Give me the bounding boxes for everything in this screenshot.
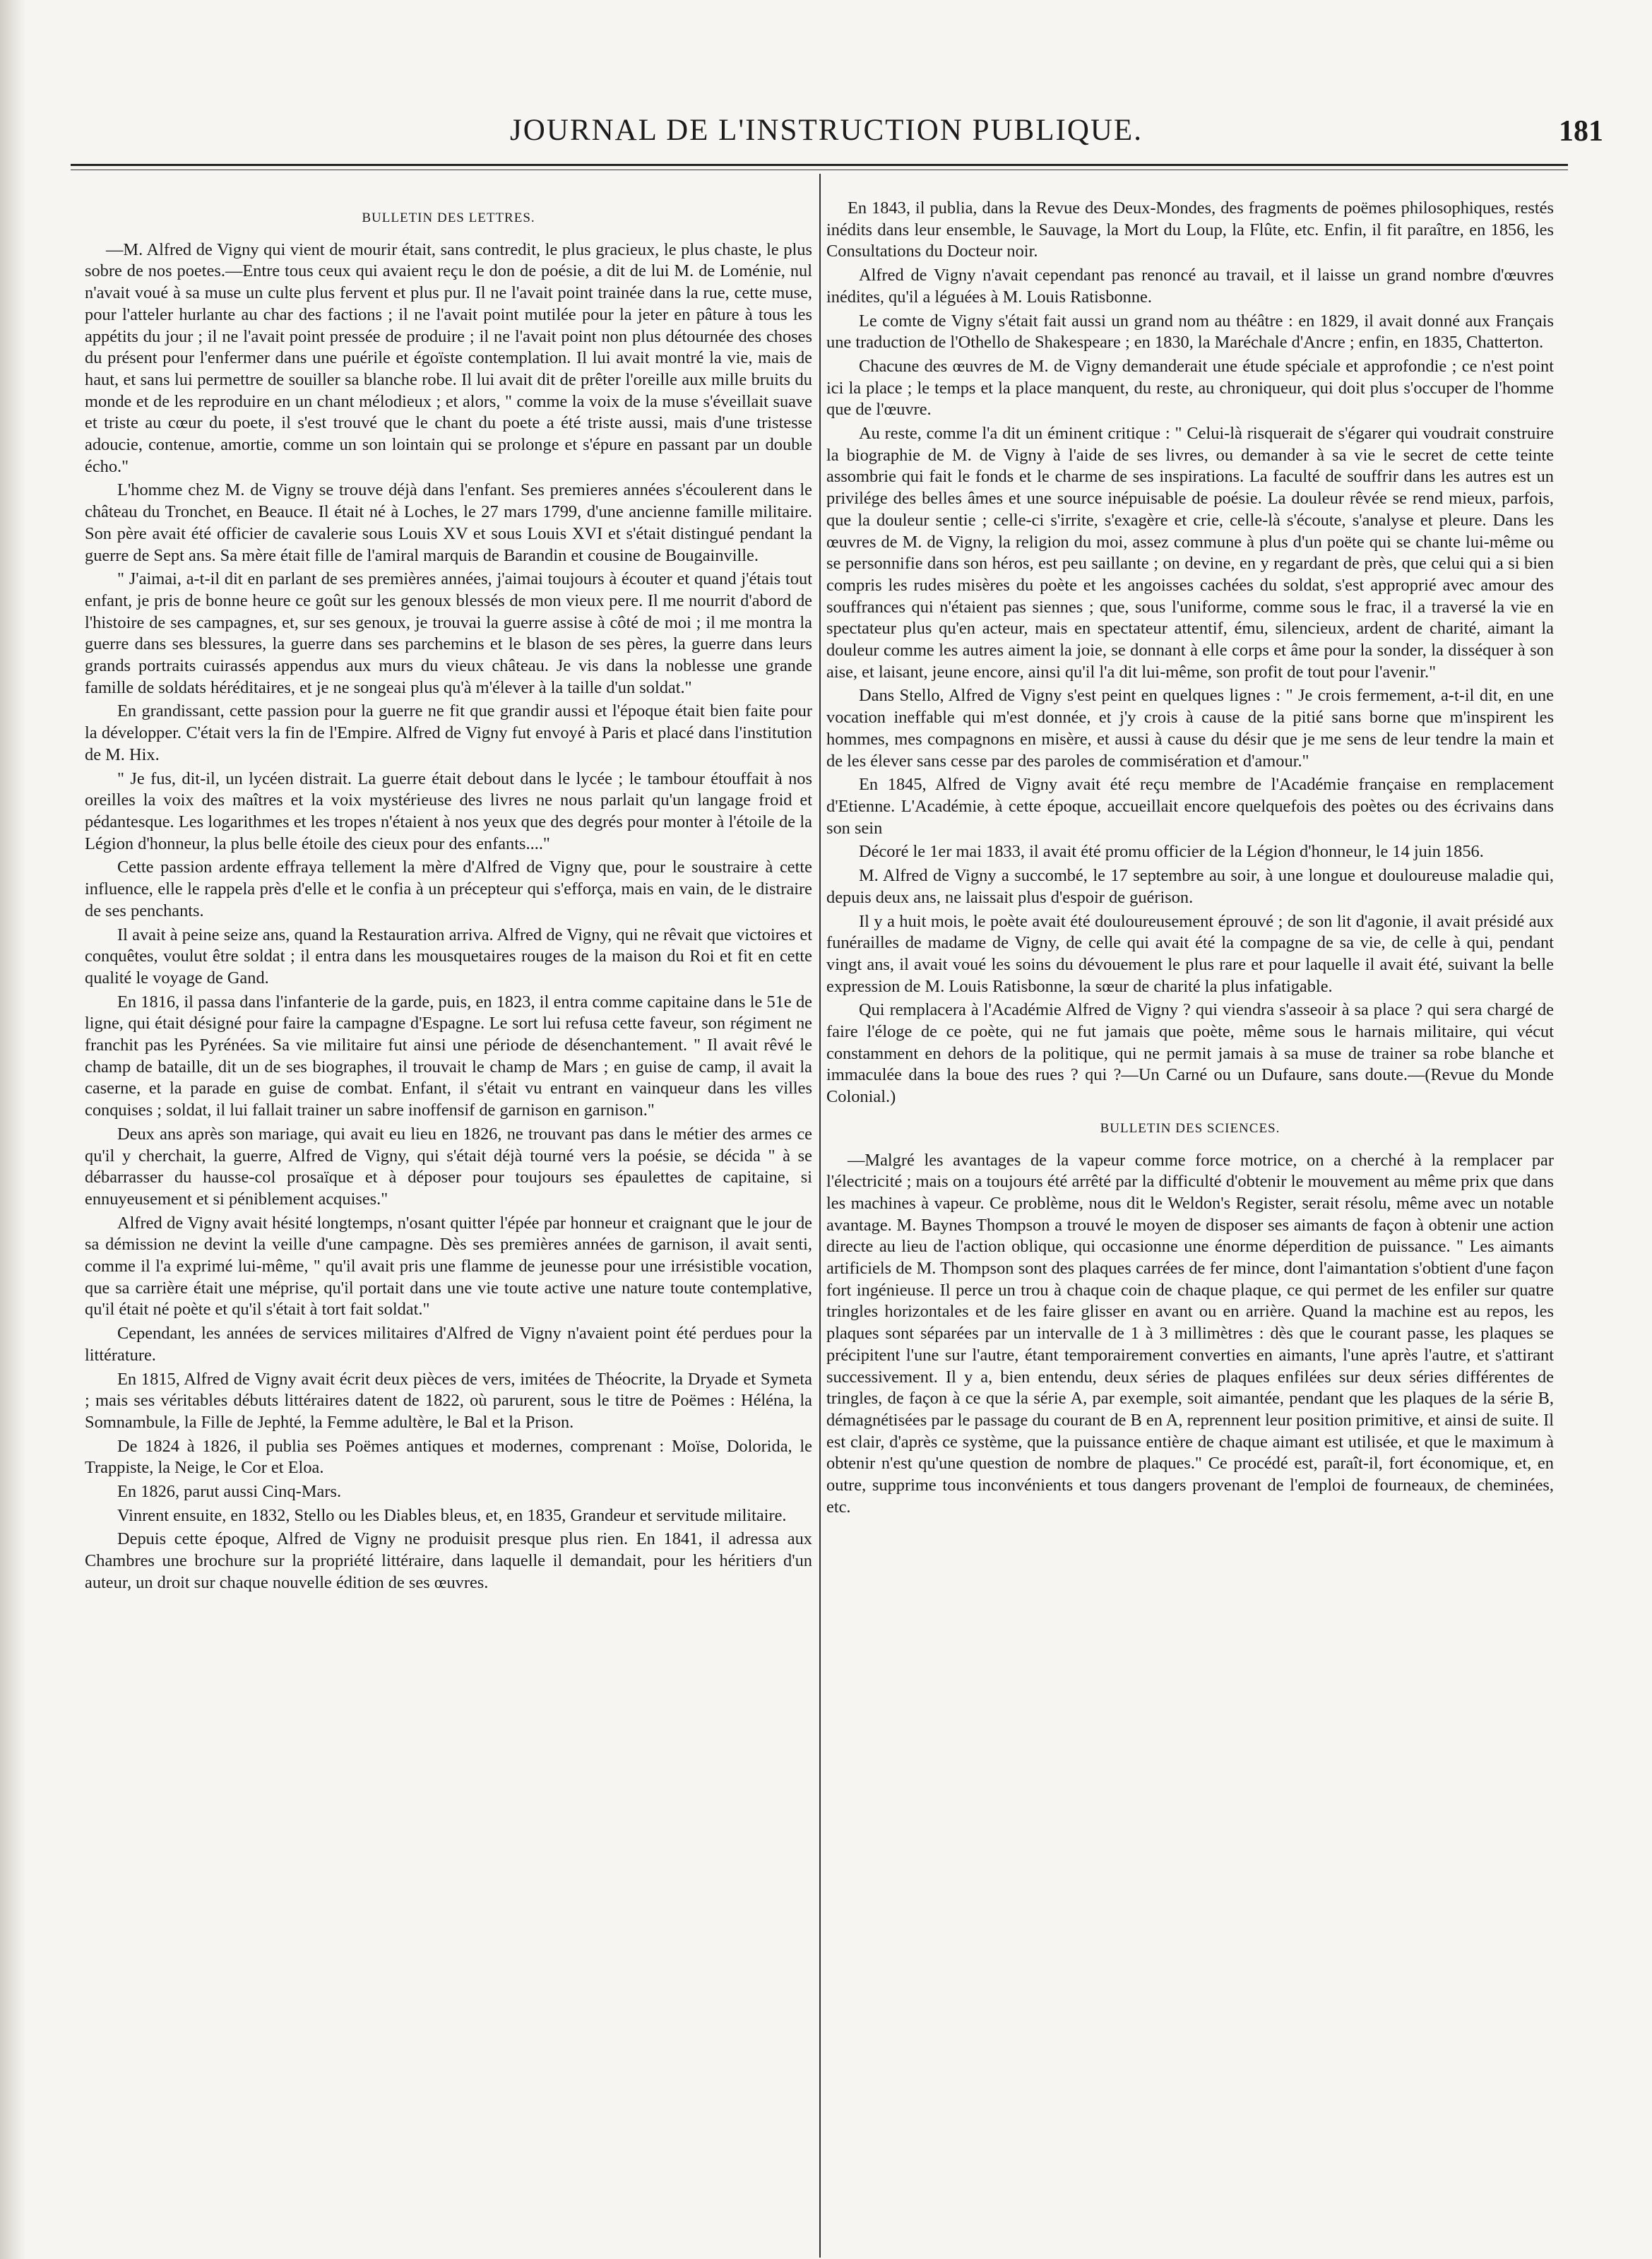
article-paragraph: Il avait à peine seize ans, quand la Restauration arriva. Alfred de Vigny, qui ne rêvait que victoires et conquêtes, voulut être soldat ; il entra dans les mousquetaires rouges de la maison du Roi et fit en cette qualité le voyage de Gand. [85, 925, 812, 988]
article-paragraph: L'homme chez M. de Vigny se trouve déjà dans l'enfant. Ses premieres années s'écoulerent dans le château du Tronchet, en Beauce. Il était né à Loches, le 27 mars 1799, d'une ancienne famille militaire. Son père avait été officier de cavalerie sous Louis XV et sous Louis XVI et s'était distingué pendant la guerre de Sept ans. Sa mère était fille de l'amiral marquis de Barandin et cousine de Bougainville. [85, 480, 812, 565]
article-paragraph: En 1845, Alfred de Vigny avait été reçu membre de l'Académie française en remplacement d'Etienne. L'Académie, à cette époque, accueillait encore quelquefois des poètes ou des écrivains dans son sein [826, 775, 1554, 838]
scan-edge-shadow [0, 0, 25, 2259]
journal-title: JOURNAL DE L'INSTRUCTION PUBLIQUE. [510, 114, 1143, 147]
left-column [85, 198, 812, 2246]
article-paragraph: En 1843, il publia, dans la Revue des Deux-Mondes, des fragments de poëmes philosophiques, restés inédits dans leur ensemble, le Sauvage, la Mort du Loup, la Flûte, etc. Enfin, il fit paraître, en 1856, les Consultations du Docteur noir. [826, 198, 1554, 261]
page-number: 181 [1559, 115, 1603, 148]
right-column-paragraphs-sciences [826, 1150, 1554, 1519]
article-paragraph: Il y a huit mois, le poète avait été douloureusement éprouvé ; de son lit d'agonie, il avait présidé aux funérailles de madame de Vigny, de celle qui avait été la compagne de sa vie, de celle à qui, pendant vingt ans, il avait voué les soins du dévouement le plus rare et pour laquelle il avait été, suivant la belle expression de M. Louis Ratisbonne, la sœur de charité la plus infatigable. [826, 911, 1554, 996]
article-paragraph: En grandissant, cette passion pour la guerre ne fit que grandir aussi et l'époque était bien faite pour la développer. C'était vers la fin de l'Empire. Alfred de Vigny fut envoyé à Paris et placé dans l'institution de M. Hix. [85, 701, 812, 764]
article-paragraph: M. Alfred de Vigny a succombé, le 17 septembre au soir, à une longue et douloureuse maladie qui, depuis deux ans, ne laissait plus d'espoir de guérison. [826, 866, 1554, 907]
left-column-paragraphs [85, 239, 812, 1594]
article-paragraph: " J'aimai, a-t-il dit en parlant de ses premières années, j'aimai toujours à écouter et quand j'étais tout enfant, je pris de bonne heure ce goût sur les genoux blessés de mon vieux pere. Il me nourrit d'abord de l'histoire de ses campagnes, et, sur ses genoux, je trouvai la guerre assise à côté de moi ; il me montra la guerre dans ses blessures, la guerre dans ses parchemins et le blason de ses pères, la guerre dans leurs grands portraits cuirassés appendus aux murs du vieux château. Je vis dans la noblesse une grande famille de soldats héréditaires, et je ne songeai plus qu'à m'élever à la taille d'un soldat." [85, 569, 812, 697]
article-paragraph: —Malgré les avantages de la vapeur comme force motrice, on a cherché à la remplacer par l'électricité ; mais on a toujours été arrêté par la difficulté d'obtenir le mouvement au même prix que dans les machines à vapeur. Ce problème, nous dit le Weldon's Register, serait résolu, même avec un notable avantage. M. Baynes Thompson a trouvé le moyen de disposer ses aimants de façon à obtenir une action directe au lieu de l'action oblique, qui occasionne une énorme déperdition de puissance. " Les aimants artificiels de M. Thompson sont des plaques carrées de fer mince, dont l'aimantation s'obtient d'une façon fort ingénieuse. Il perce un trou à chaque coin de chaque plaque, ce qui permet de les enfiler sur quatre tringles horizontales et de les faire glisser en avant ou en arrière. Quand la machine est au repos, les plaques sont séparées par un intervalle de 1 à 3 millimètres : dès que le courant passe, les plaques se précipitent l'une sur l'autre, étant temporairement converties en aimants, l'une après l'autre, et s'attirant successivement. Il y a, bien entendu, deux séries de plaques enfilées sur deux séries différentes de tringles, de façon à ce que la série A, par exemple, soit aimantée, pendant que les plaques de la série B, démagnétisées par le passage du courant de B en A, reprennent leur position primitive, et ainsi de suite. Il est clair, d'après ce système, que la puissance entière de chaque aimant est utilisée, et que le maximum à obtenir n'est qu'une question de nombre de plaques." Ce procédé est, paraît-il, fort économique, et, en outre, supprime tous inconvénients et tous dangers provenant de l'emploi de fourneaux, de cheminées, etc. [826, 1150, 1554, 1517]
article-paragraph: En 1826, parut aussi Cinq-Mars. [117, 1482, 342, 1502]
article-paragraph: " Je fus, dit-il, un lycéen distrait. La guerre était debout dans le lycée ; le tambour étouffait à nos oreilles la voix des maîtres et la voix mystérieuse des livres ne nous parlait qu'un langage froid et pédantesque. Les logarithmes et les tropes n'étaient à nos yeux que des degrés pour monter à l'étoile de la Légion d'honneur, la plus belle étoile des cieux pour des enfants...." [85, 769, 812, 853]
article-paragraph: Alfred de Vigny n'avait cependant pas renoncé au travail, et il laisse un grand nombre d'œuvres inédites, qu'il a léguées à M. Louis Ratisbonne. [826, 266, 1554, 307]
article-paragraph: Au reste, comme l'a dit un éminent critique : " Celui-là risquerait de s'égarer qui voudrait construire la biographie de M. de Vigny à l'aide de ses livres, ou demander à sa vie le secret de cette teinte assombrie qui fait le fonds et le charme de ses inspirations. La faculté de souffrir dans les autres est un privilége des belles âmes et une source inépuisable de poésie. La douleur rêvée se rend mieux, parfois, que la douleur sentie ; celle-ci s'irrite, s'exagère et crie, celle-là s'écoute, s'analyse et pleure. Dans les œuvres de M. de Vigny, la religion du moi, assez commune à plus d'un poëte qui se chante lui-même ou se personnifie dans son héros, est peu saillante ; on devine, en y regardant de près, que celui qui a si bien compris les rudes misères du poète et les angoisses cachées du soldat, s'est approprié avec amour des souffrances qui n'étaient pas siennes ; que, sous l'uniforme, comme sous le frac, il a traversé la vie en spectateur plus qu'en acteur, mais en spectateur attentif, ému, silencieux, ardent de charité, aimant la douleur comme les autres aiment la joie, se donnant à elle corps et âme pour la sonder, la disséquer à son aise, et laisant, jeune encore, ainsi qu'il l'a dit lui-même, son profit de tout pour l'avenir." [826, 424, 1554, 682]
article-paragraph: En 1815, Alfred de Vigny avait écrit deux pièces de vers, imitées de Théocrite, la Dryade et Symeta ; mais ses véritables débuts littéraires datent de 1822, où parurent, sous le titre de Poëmes : Héléna, la Somnambule, la Fille de Jephté, la Femme adultère, le Bal et la Prison. [85, 1369, 812, 1432]
article-paragraph: Cependant, les années de services militaires d'Alfred de Vigny n'avaient point été perdues pour la littérature. [85, 1324, 812, 1365]
article-paragraph: Chacune des œuvres de M. de Vigny demanderait une étude spéciale et approfondie ; ce n'est point ici la place ; le temps et la place manquent, du reste, au chroniqueur, qui doit plus s'occuper de l'homme que de l'œuvre. [826, 356, 1554, 420]
article-paragraph: —M. Alfred de Vigny qui vient de mourir était, sans contredit, le plus gracieux, le plus chaste, le plus sobre de nos poetes.—Entre tous ceux qui avaient reçu le don de poésie, a dit de lui M. de Loménie, nul n'avait voué à sa muse un culte plus fervent et plus pur. Il ne l'avait point trainée dans la rue, cette muse, pour l'atteler hurlante au char des factions ; il ne l'avait point mutilée pour la jeter en pâture à tous les appétits du jour ; il ne l'avait point pressée de produire ; il ne l'avait point non plus détournée des choses du présent pour l'enfermer dans une puérile et égoïste contemplation. Il lui avait montré la vie, mais de haut, et sans lui permettre de souiller sa blanche robe. Il lui avait dit de prêter l'oreille aux mille bruits du monde et de les reproduire en un chant mélodieux ; et alors, " comme la voix de la muse s'éveillait suave et triste au cœur du poete, il s'est trouvé que le chant du poete a été triste aussi, mais d'une tristesse adoucie, contenue, amortie, comme un son lointain qui se prolonge et s'épure en passant par un double écho." [85, 239, 812, 476]
article-paragraph: Vinrent ensuite, en 1832, Stello ou les Diables bleus, et, en 1835, Grandeur et servitude militaire. [117, 1505, 787, 1525]
article-paragraph: Dans Stello, Alfred de Vigny s'est peint en quelques lignes : " Je crois fermement, a-t-il dit, en une vocation ineffable qui m'est donnée, et j'y crois à cause de la pitié sans borne que m'inspirent les hommes, mes compagnons en misère, et aussi à cause du désir que je me sens de leur tendre la main et de les élever sans cesse par des paroles de commisération et d'amour." [826, 686, 1554, 771]
section-heading-letters: BULLETIN DES LETTRES. [362, 211, 535, 225]
article-paragraph: Deux ans après son mariage, qui avait eu lieu en 1826, ne trouvant pas dans le métier des armes ce qu'il y cherchait, la guerre, Alfred de Vigny, qui s'était déjà tourné vers la poésie, se décida " à se débarrasser du hausse-col prosaïque et à déposer pour toujours ses épaulettes de capitaine, si ennuyeusement et si péniblement acquises." [85, 1124, 812, 1209]
article-paragraph: En 1816, il passa dans l'infanterie de la garde, puis, en 1823, il entra comme capitaine dans le 51e de ligne, qui était désigné pour faire la campagne d'Espagne. Le sort lui refusa cette faveur, son régiment ne franchit pas les Pyrénées. Sa vie militaire fut ainsi une période de désenchantement. " Il avait rêvé le champ de bataille, dit un de ses biographes, il trouvait le champ de Mars ; en guise de camp, il avait la caserne, et la parade en guise de combat. Enfant, il s'était vu entrant en vainqueur dans les villes conquises ; soldat, il lui fallait trainer un sabre inoffensif de garnison en garnison." [85, 992, 812, 1120]
right-column-paragraphs-letters [826, 198, 1554, 1108]
article-paragraph: Cette passion ardente effraya tellement la mère d'Alfred de Vigny que, pour le soustraire à cette influence, elle le rappela près d'elle et le confia à un précepteur qui s'efforça, mais en vain, de le distraire de ses penchants. [85, 858, 812, 920]
page-header [42, 113, 1610, 155]
column-divider [819, 174, 821, 2258]
section-heading-sciences: BULLETIN DES SCIENCES. [1100, 1120, 1280, 1136]
article-paragraph: Depuis cette époque, Alfred de Vigny ne produisit presque plus rien. En 1841, il adressa aux Chambres une brochure sur la propriété littéraire, dans laquelle il demandait, pour les héritiers d'un auteur, un droit sur chaque nouvelle édition de ses œuvres. [85, 1529, 812, 1592]
article-paragraph: Le comte de Vigny s'était fait aussi un grand nom au théâtre : en 1829, il avait donné aux Français une traduction de l'Othello de Shakespeare ; en 1830, la Maréchale d'Ancre ; enfin, en 1835, Chatterton. [826, 311, 1554, 352]
article-paragraph: Décoré le 1er mai 1833, il avait été promu officier de la Légion d'honneur, le 14 juin 1856. [859, 842, 1484, 862]
article-paragraph: Qui remplacera à l'Académie Alfred de Vigny ? qui viendra s'asseoir à sa place ? qui sera chargé de faire l'éloge de ce poète, qui ne fut jamais que poète, même sous le harnais militaire, qui vécut constamment en dehors de la politique, qui ne permit jamais à sa muse de trainer sa robe blanche et immaculée dans la boue des rues ? qui ?—Un Carné ou un Dufaure, sans doute.—(Revue du Monde Colonial.) [826, 1000, 1554, 1107]
article-paragraph: De 1824 à 1826, il publia ses Poëmes antiques et modernes, comprenant : Moïse, Dolorida, le Trappiste, la Neige, le Cor et Eloa. [85, 1436, 812, 1478]
right-column [826, 198, 1554, 2246]
header-rule-thick [71, 164, 1568, 166]
article-paragraph: Alfred de Vigny avait hésité longtemps, n'osant quitter l'épée par honneur et craignant que le jour de sa démission ne devint la veille d'une campagne. Dès ses premières années de garnison, il avait senti, comme il l'a exprimé lui-même, " qu'il avait pris une flamme de jeunesse pour une irrésistible vocation, que sa carrière était une méprise, qu'il portait dans une vie toute active une nature toute contemplative, qu'il était né poète et qu'il s'était à tort fait soldat." [85, 1213, 812, 1320]
